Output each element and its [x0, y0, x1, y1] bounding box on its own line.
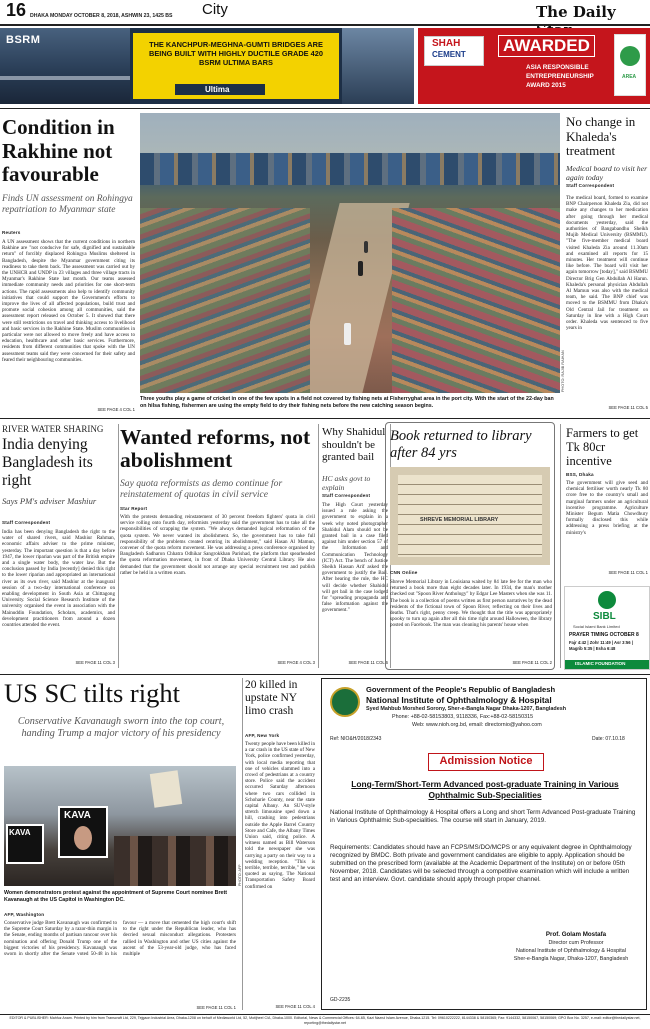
india-continued[interactable]: SEE PAGE 11 COL 3 — [75, 660, 115, 665]
prayer-times: Fajr 4:42 | Zohr 11:49 | Asr 3:56 | Magrib 5:35 | Esha 6:48 — [569, 640, 633, 651]
nioh-phone: Phone: +88-02-58153803, 9118336, Fax:+88-02-58150315 — [392, 714, 534, 720]
farmers-story — [566, 422, 648, 582]
india-headline: India denying Bangladesh its right — [2, 436, 93, 489]
ussc-story — [0, 676, 240, 1012]
rakhine-story — [0, 112, 136, 414]
nioh-para-1: National Institute of Ophthalmology & Hospital offers a Long and short Term Advanced Post-graduate Training in Various Ophthalmic Sub-specialities. The course will start in January, 2019. — [330, 809, 636, 824]
nioh-sign-org: National Institute of Ophthalmology & Hospital — [516, 948, 626, 954]
nioh-sign-title: Director cum Professor — [548, 940, 604, 946]
khaleda-deck: Medical board to visit her again today — [566, 164, 648, 182]
nioh-address: Syed Mahbub Morshed Sorony, Sher-e-Bangla Nagar Dhaka-1207, Bangladesh — [366, 706, 567, 712]
newspaper-logo: The Daily — [536, 3, 616, 21]
admission-notice: Admission Notice — [439, 755, 533, 767]
shah-brand: SHAH — [432, 38, 461, 49]
library-card-title: SHREVE MEMORIAL LIBRARY — [420, 517, 499, 523]
library-continued[interactable]: SEE PAGE 11 COL 2 — [512, 660, 552, 665]
rakhine-byline: Reuters — [2, 230, 21, 235]
sibl-logo: SIBL — [593, 611, 616, 622]
lower-rule — [0, 674, 650, 675]
protest-crowd — [114, 836, 236, 886]
india-byline: Staff Correspondent — [2, 520, 51, 525]
masthead-rule — [0, 24, 650, 26]
quota-body: With the protests demanding reinstatement of 30 percent freedom fighters' quota in civil service rolling onto fourth day, reformists yesterday said the government has to take all the responsibilities of scrapping the system. "We always demanded logical reformation of the quota system. We never wanted its abolishment. So, the government has to take full responsibility of the problems created centring its abolishment," said Hasan Al Mamun, convener of the quota reform movement. He was addressing a press conference organised by Bangladesh Sadharon Chhatra Odhikar Sangrokkhan Parishad, the platform that spearheaded the quota reformation movement, in front of Dhaka University Central Library. He also demanded that the government should not arrange any special recruitment test and publish rather be held in a written exam. — [120, 514, 315, 576]
protest-sign-face — [74, 826, 92, 850]
library-headline: Book returned to library after 84 yrs — [390, 428, 532, 461]
farmers-byline: BSS, Dhaka — [566, 472, 594, 477]
cricket-caption: Three youths play a game of cricket in one of the few spots in a field not covered by fishing nets at Fisherryghat area in the port city. With the start of the 22-day ban on hilsa fishing, fishermen are using the empty field to dry their fishing nets before the new catching season begins. — [140, 396, 554, 409]
shahidul-continued[interactable]: SEE PAGE 11 COL 6 — [348, 660, 388, 665]
dateline: DHAKA MONDAY OCTOBER 8, 2018, ASHWIN 23, 1425 BS — [30, 13, 173, 19]
protest-photo — [4, 766, 236, 886]
nioh-sign-address: Sher-e-Bangla Nagar, Dhaka-1207, Bangladesh — [513, 956, 629, 962]
bsrm-right-image — [342, 28, 414, 104]
boats-band — [140, 153, 560, 185]
protest-photo-credit: PHOTO: AFP — [238, 864, 242, 886]
protest-caption: Women demonstrators protest against the appointment of Supreme Court nominee Brett Kavanaugh at the US Capitol in Washington DC. — [4, 890, 227, 903]
quota-continued[interactable]: SEE PAGE 4 COL 3 — [277, 660, 315, 665]
imprint-footer: EDITOR & PUBLISHER: Mahfuz Anam. Printed by him from Transcraft Ltd, 229, Tejgaon Industrial Area, Dhaka-1208 on behalf of Mediaworld Ltd, 52, Motijheel C/A, Dhaka-1000. Editorial, News & Commercial Offices: 64-65, Kazi Nazrul Islam Avenue, Dhaka-1215. Tel: 09610222222, 8144338 & 58150365; Fax: 9144332, 58150067, 58150069; GPO Box No. 3257, e-mail: editor@thedailystar.net, reporting@thedailystar.net — [9, 1016, 641, 1025]
cricket-field-photo — [140, 113, 560, 393]
limo-body: Twenty people have been killed in a car crash in the US state of New York, police confirmed yesterday, with local media reporting that one of vehicles slammed into a crowd of pedestrians at a country store. Police said the accident occurred Saturday afternoon where two cars collided in Schoharie County, near the state capital Albany. An SUV-style stretch limousine sped down a hill, crashing into pedestrians outside the Apple Barrel Country Store and Cafe, the Albany Times Union said, citing police. A witness named as Bill Waterson told the newspaper she was carrying a party on their way to a wedding reception. "This is terrible, terrible, terrible," he was quoted as saying. The National Transportation Safety Board confirmed on — [245, 741, 315, 890]
bsrm-headline: THE KANCHPUR-MEGHNA-GUMTI BRIDGES ARE BEING BUILT WITH HIGHLY DUCTILE GRADE 420 BSRM ULTIMA BARS — [149, 40, 323, 67]
award-line-1: ASIA RESPONSIBLE — [526, 64, 589, 71]
sibl-footer: ISLAMIC FOUNDATION — [575, 661, 626, 666]
nioh-date: Date: 07.10.18 — [592, 736, 625, 742]
sibl-tagline: Social Islami Bank Limited — [573, 624, 620, 629]
col-divider-2 — [318, 424, 319, 668]
ussc-continued[interactable]: SEE PAGE 11 COL 1 — [196, 1005, 236, 1010]
nioh-org: Government of the People's Republic of Bangladesh — [366, 685, 556, 694]
sibl-logo-mark — [598, 591, 616, 609]
rakhine-deck: Finds UN assessment on Rohingya repatriation to Myanmar state — [2, 194, 133, 215]
bd-govt-emblem — [330, 687, 360, 717]
limo-continued[interactable]: SEE PAGE 11 COL 4 — [275, 1004, 315, 1009]
farmers-body: The government will give seed and chemical fertiliser worth nearly Tk 80 crore free to the country's small and marginal farmers under an agricultural incentive programme. Agriculture Minister Begum Matia Chowdhury formally disclosed this while addressing a press briefing at the ministry's — [566, 480, 648, 536]
bsrm-logo: BSRM — [6, 34, 41, 46]
nets-left — [140, 208, 310, 393]
nioh-sign-name: Prof. Golam Mostafa — [545, 931, 607, 938]
limo-byline: AFP, New York — [245, 733, 280, 738]
award-line-3: AWARD 2015 — [526, 82, 566, 89]
farmers-headline: Farmers to get Tk 80cr incentive — [566, 426, 639, 468]
col-divider-4 — [560, 424, 561, 668]
shahidul-deck: HC asks govt to explain — [322, 474, 371, 492]
rakhine-body: A UN assessment shows that the current conditions in northern Rakhine are "not conducive for safe, dignified and sustainable return" of forcibly displaced Rohingya Muslims sheltered in Bangladesh, despite the Myanmar government citing its readiness to take them back. The assessment was carried out by the UNHCR and UNDP in 23 villages and three village tracts in Myanmar's Rakhine State last month. Our teams assessed immediate community needs and priorities for one short-term actions. The rapid assessments also help to identify community initiatives that could support the Government's efforts to improve the lives of all affected populations, build trust and promote social cohesion among all communities, said the assessment report released on October 5. It showed that there were still restrictions on travel and thinking access to livelihood and basic services in the Rakhine State. Muslim communities in particular were not allowed to move freely and have access to education, healthcare and other basic services. Furthermore, residents from different communities that spoke with the UN assessment teams said they were concerned for their safety and feared their neighbouring communities. — [2, 239, 135, 363]
area-label: AREA — [622, 74, 637, 80]
library-card-lines — [398, 475, 542, 557]
quota-byline: Star Report — [120, 506, 148, 511]
protest-sign-1-text: KAVA — [64, 810, 91, 821]
protest-sign-2-text: KAVA — [9, 828, 31, 837]
nioh-admission-ad[interactable] — [321, 678, 647, 1010]
nioh-web: Web: www.nioh.org.bd, email: directornio@yahoo.com — [412, 722, 542, 728]
khaleda-headline: No change in Khaleda's treatment — [566, 114, 636, 158]
farmers-continued[interactable]: SEE PAGE 11 COL 1 — [608, 570, 648, 575]
india-body: India has been denying Bangladesh the right to the water of shared rivers, said Mashiur Rahman, economic affairs adviser to the prime minister, yesterday. The important question is that a day before 1947, the lower riparian was part of the British empire and a single water body, the water law. But the conclusion passed by India [recently] denied this right to the lower riparian and appropriated an international river as its own river, said Mashiur at the inaugural session of a two-day international conference on enabling development in South Asia at Chittagong University. Social Science Research Institute of the university organised the event in association with the Mainuddin Foundation, Scholars, academics, and development practitioners from around a dozen countries attended the event. — [2, 529, 115, 629]
prayer-title: PRAYER TIMING OCTOBER 8 — [569, 632, 639, 638]
shahidul-headline: Why Shahidul shouldn't be granted bail — [322, 426, 386, 463]
cement-brand: CEMENT — [432, 50, 466, 59]
sibl-prayer-ad[interactable] — [564, 586, 650, 670]
photo-credit: PHOTO: RAJIB RAIHAN — [561, 350, 565, 392]
ussc-body: Conservative judge Brett Kavanaugh was confirmed to the Supreme Court Saturday by a razor-thin margin in the Senate, ending months of partisan rancour over his nomination and offering Donald Trump one of the biggest victories of his presidency. Kavanaugh was sworn in shortly after the Senate voted 50-48 in his favour — a move that cemented the high court's shift to the right under the Republican leader, who has decried sexual misconduct allegations. Protesters rallied in Washington and other US cities against the ascent of the 53-year-old judge, who has faced multiple — [4, 920, 236, 958]
library-story — [385, 422, 555, 670]
nets-right — [392, 208, 560, 393]
india-deck: Says PM's adviser Mashiur — [2, 496, 97, 506]
khaleda-story — [566, 112, 648, 414]
nioh-para-2: Requirements: Candidates should have an FCPS/MS/DO/MCPS or any equivalent degree in Ophthalmology recognized by BMDC. Both private and government candidates are eligible to apply. Application should be submitted on the prescribed form (available at the Academic Department of the Institute) on or before 05th November, 2018. Candidates will be selected through a competitive examination which will include a written test and an interview. Govt. candidate should apply through proper channel. — [330, 844, 632, 883]
ultima-brand: Ultima — [205, 85, 230, 94]
ussc-byline: AFP, Washington — [4, 912, 45, 917]
nioh-title: National Institute of Ophthalmology & Hospital — [366, 695, 552, 705]
shahidul-byline: Staff Correspondent — [322, 493, 371, 498]
khaleda-byline: Staff Correspondent — [566, 183, 615, 188]
awarded-banner: AWARDED — [498, 35, 595, 57]
nioh-ref: Ref: NIO&H/2018/2343 — [330, 736, 382, 742]
award-line-2: ENTREPRENEURSHIP — [526, 73, 594, 80]
cricket-player-1 — [344, 323, 351, 345]
section-name: City — [202, 1, 228, 18]
col-divider-5 — [242, 678, 243, 1010]
library-card-image — [390, 467, 550, 565]
shahidul-body: The High Court yesterday issued a rule asking the government to explain in a week why noted photographer Shahidul Alam should not be granted bail in a case filed against him under section 57 of the Information and Communication Technology (ICT) Act. The bench of Justice Sheikh Hassan Arif asked the government to justify the Bail. After hearing the rule, the HC will decide whether Shahidul will get bail in the case lodged for "spreading propaganda and false information against the government." — [322, 502, 388, 614]
limo-headline: 20 killed in upstate NY limo crash — [245, 679, 298, 717]
library-body: Shreve Memorial Library in Louisiana waited by 84 late fee for the man who returned a book more than eight decades later. In 1934, the man's mother checked out "Spoon River Anthology" by Edgar Lee Masters when she was 11. The book is a collection of poems written as first person narratives by the dead residents of the fictional town of Spoon River, reflecting on their lives and deaths. That's right, penny creep. We thought that the title was appropriately spooky to turn up again after all this time right around Halloween, the library posted on Facebook. The man was cleaning his parents' house when — [390, 579, 552, 629]
cricket-player-3 — [364, 241, 368, 253]
quota-headline: Wanted reforms, not abolishment — [120, 425, 311, 472]
nioh-course: Long-Term/Short-Term Advanced post-graduate Training in Various Ophthalmic Sub-Specialities — [351, 779, 619, 800]
page-number: 16 — [6, 0, 27, 20]
quota-story — [120, 422, 316, 670]
ads-top-rule — [0, 108, 650, 109]
india-kicker: RIVER WATER SHARING — [2, 424, 104, 434]
protest-sign-3 — [150, 770, 182, 808]
khaleda-body: The medical board, formed to examine BNP Chairperson Khaleda Zia, did not make any changes to her medication after going through her medical documents yesterday, said the authorities of Bangabandhu Sheikh Mujib Medical University (BSMMU). "The five-member medical board visited Khaleda Zia around 11.30am and examined all reports for 15 minutes. Her treatment will continue like before. The board will visit her again tomorrow [today]," said BSMMU Director Brig Gen Abdullah Al Harun. Khaleda's personal physician Abdullah Al Mamun was also with the medical team, he said. The BNP chief was moved to the BSMMU from Dhaka's Old Central Jail for treatment on Saturday in line with a High Court order. Khaleda was sentenced to five years in — [566, 195, 648, 332]
quota-deck: Say quota reformists as demo continue for reinstatement of quotas in civil service — [120, 478, 283, 500]
bridge-deck — [0, 76, 130, 80]
rakhine-continued[interactable]: SEE PAGE 4 COL 1 — [97, 407, 135, 412]
shah-cement-ad[interactable] — [418, 28, 650, 104]
limo-story — [245, 676, 315, 1012]
khaleda-continued[interactable]: SEE PAGE 11 COL 5 — [608, 405, 648, 410]
masthead — [0, 0, 650, 24]
col-divider-1 — [118, 424, 119, 668]
mid-rule — [0, 418, 650, 419]
ussc-deck: Conservative Kavanaugh sworn into the top court, handing Trump a major victory of his presidency — [17, 716, 225, 739]
cricket-player-2 — [358, 261, 363, 276]
footer-rule — [0, 1014, 650, 1015]
rakhine-headline: Condition in Rakhine not favourable — [2, 115, 115, 186]
india-bangladesh-story — [0, 422, 116, 670]
ussc-headline: US SC tilts right — [4, 678, 180, 708]
bsrm-ad[interactable] — [0, 28, 414, 104]
nioh-code: GD-2235 — [330, 997, 351, 1003]
library-byline: CNN Online — [390, 570, 418, 575]
shahidul-story — [322, 422, 388, 670]
area-emblem-icon — [620, 46, 640, 66]
